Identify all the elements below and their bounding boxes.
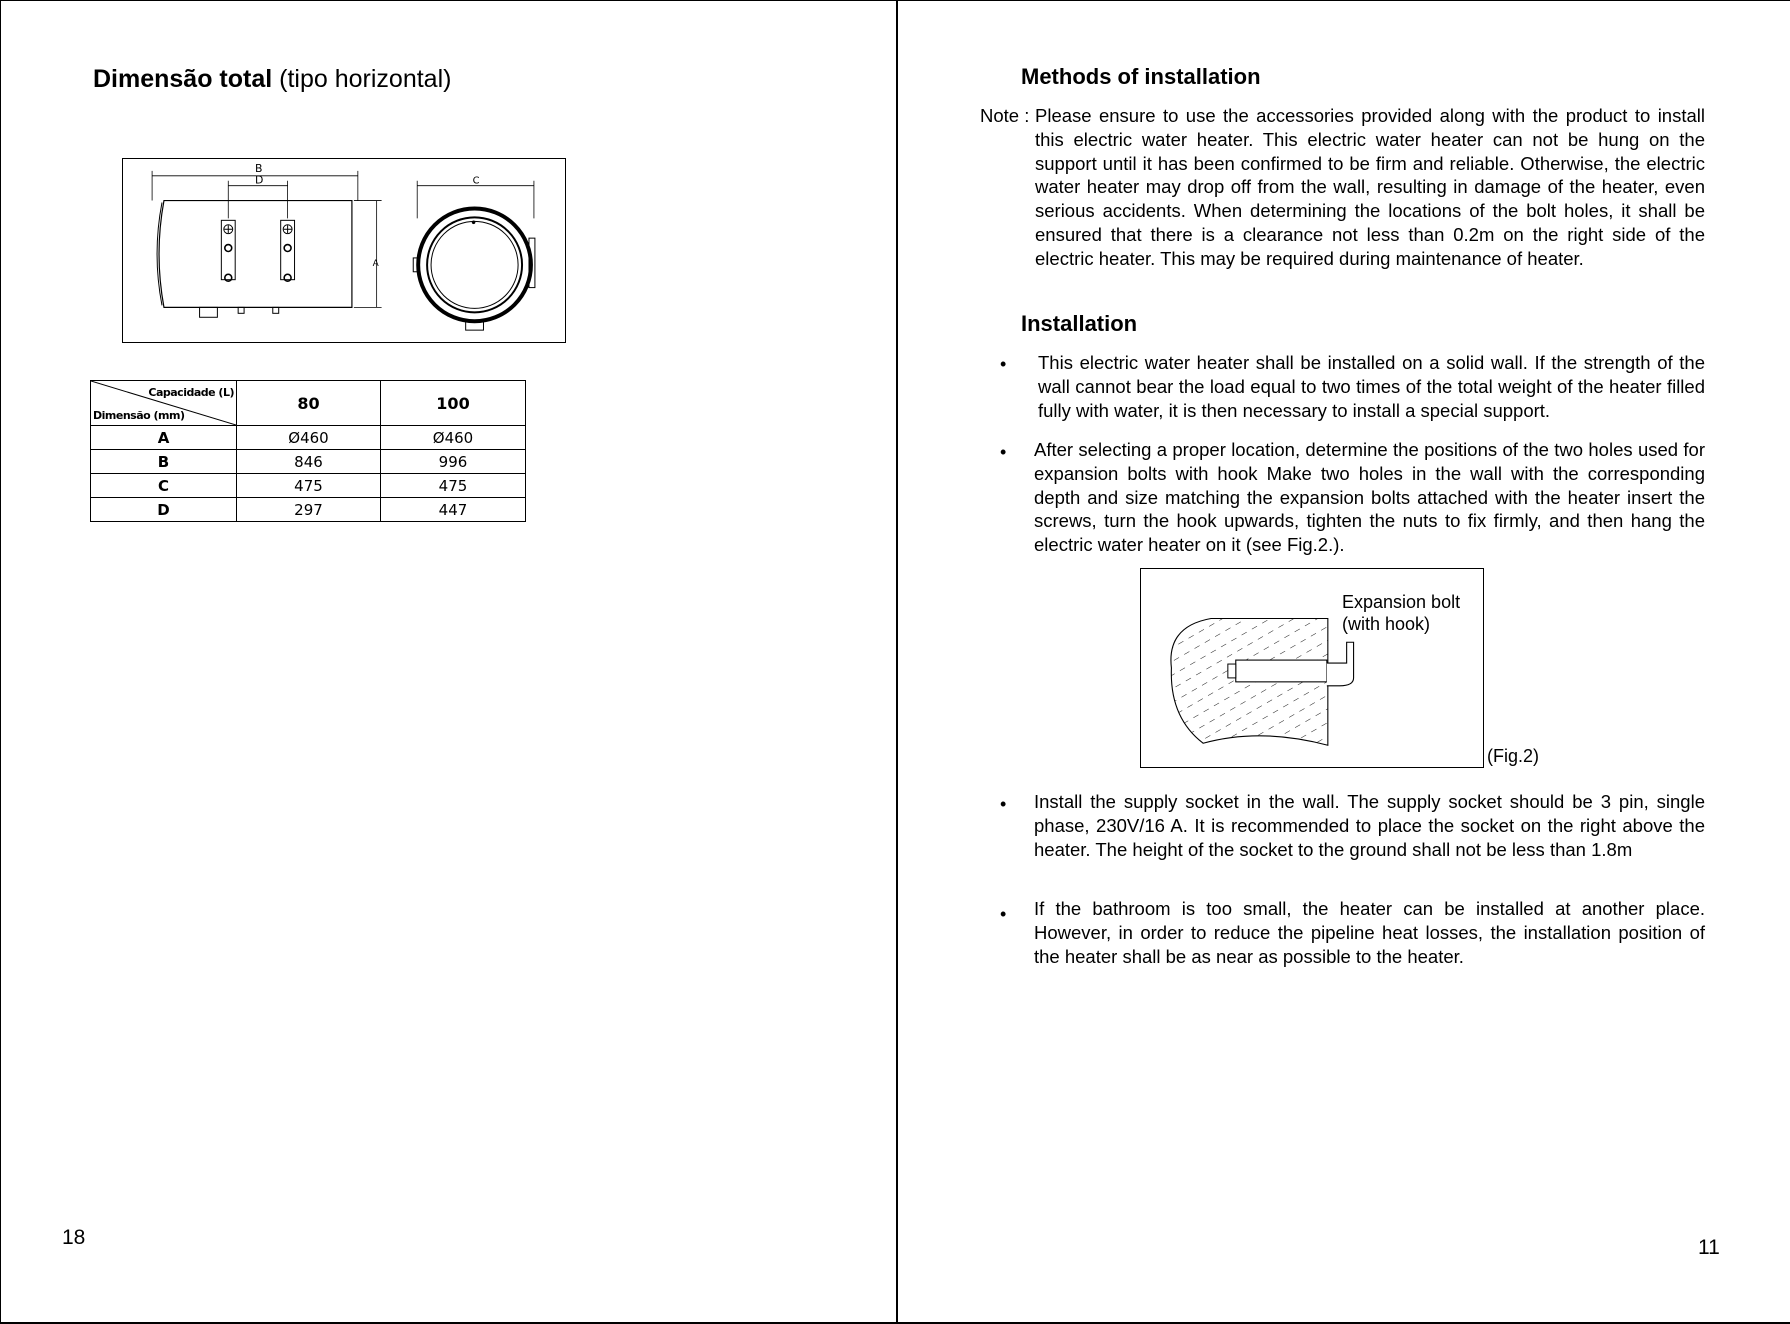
title-rest: (tipo horizontal) <box>272 65 452 93</box>
bullet-dot: • <box>1000 354 1007 374</box>
fig2-label-line: (with hook) <box>1342 614 1431 634</box>
heading-installation: Installation <box>1021 311 1138 336</box>
fig2-label <box>1342 591 1460 635</box>
section-title <box>93 65 451 94</box>
dimension-label: Dimensão (mm) <box>93 409 185 422</box>
table-corner-cell <box>91 381 237 426</box>
dimension-figure <box>122 158 566 343</box>
water-heater-dimension-drawing <box>123 159 565 342</box>
table-cell: 297 <box>237 498 381 522</box>
table-row <box>91 498 526 522</box>
dimension-table <box>90 380 526 522</box>
column-header: 100 <box>381 381 526 426</box>
table-cell: 475 <box>381 474 526 498</box>
page-number-left: 18 <box>62 1226 86 1249</box>
table-cell: Ø460 <box>237 426 381 450</box>
bullet-text: This electric water heater shall be installed on a solid wall. If the strength of the wall cannot bear the load equal to two times of the total weight of the heater filled fully with water, it is then necessary to install a special support. <box>1038 352 1705 421</box>
label-c: C <box>472 175 480 187</box>
row-label: C <box>91 474 237 498</box>
row-label: B <box>91 450 237 474</box>
table-row <box>91 450 526 474</box>
column-header: 80 <box>237 381 381 426</box>
table-cell: 475 <box>237 474 381 498</box>
label-b: B <box>254 161 263 175</box>
row-label: A <box>91 426 237 450</box>
bullet-dot: • <box>1000 442 1007 462</box>
bullet-dot: • <box>1000 904 1007 924</box>
note-text: Please ensure to use the accessories provided along with the product to install this electric water heater. This electric water heater can not be hung on the support until it has been confirmed to be firm and reliable. Otherwise, the electric water heater may drop off from the wall, resulting in damage of the heater, even serious accidents. When determining the locations of the bolt holes, it shall be ensured that there is a clearance not less than 0.2m on the right side of the electric heater. This may be required during maintenance of heater. <box>1035 105 1705 269</box>
table-row <box>91 426 526 450</box>
table-row <box>91 474 526 498</box>
row-label: D <box>91 498 237 522</box>
note-label: Note : <box>980 105 1030 126</box>
table-cell: 846 <box>237 450 381 474</box>
fig2-caption: (Fig.2) <box>1487 746 1540 766</box>
bullet-text: Install the supply socket in the wall. The supply socket should be 3 pin, single phase, 230V/16 A. It is recommended to place the socket on the right above the heater. The height of the socket to the ground shall not be less than 1.8m <box>1034 791 1705 860</box>
label-d: D <box>254 173 264 187</box>
capacity-label: Capacidade (L) <box>148 386 234 399</box>
bullet-dot: • <box>1000 794 1007 814</box>
bullet-text: If the bathroom is too small, the heater can be installed at another place. However, in order to reduce the pipeline heat losses, the installation position of the heater shall be as near as possible to the heater. <box>1034 898 1705 967</box>
fig2-label-line: Expansion bolt <box>1342 592 1461 612</box>
table-cell: 447 <box>381 498 526 522</box>
label-a: A <box>372 258 379 269</box>
bullet-text: After selecting a proper location, determine the positions of the two holes used for expansion bolts with hook Make two holes in the wall with the corresponding depth and size matching the expansion bolts attached with the heater insert the screws, turn the hook upwards, tighten the nuts to fix firmly, and then hang the electric water heater on it (see Fig.2.). <box>1034 439 1705 556</box>
table-cell: 996 <box>381 450 526 474</box>
page-number-right: 11 <box>1698 1236 1720 1259</box>
heading-methods: Methods of installation <box>1021 64 1261 89</box>
table-cell: Ø460 <box>381 426 526 450</box>
title-bold: Dimensão total <box>93 65 273 93</box>
